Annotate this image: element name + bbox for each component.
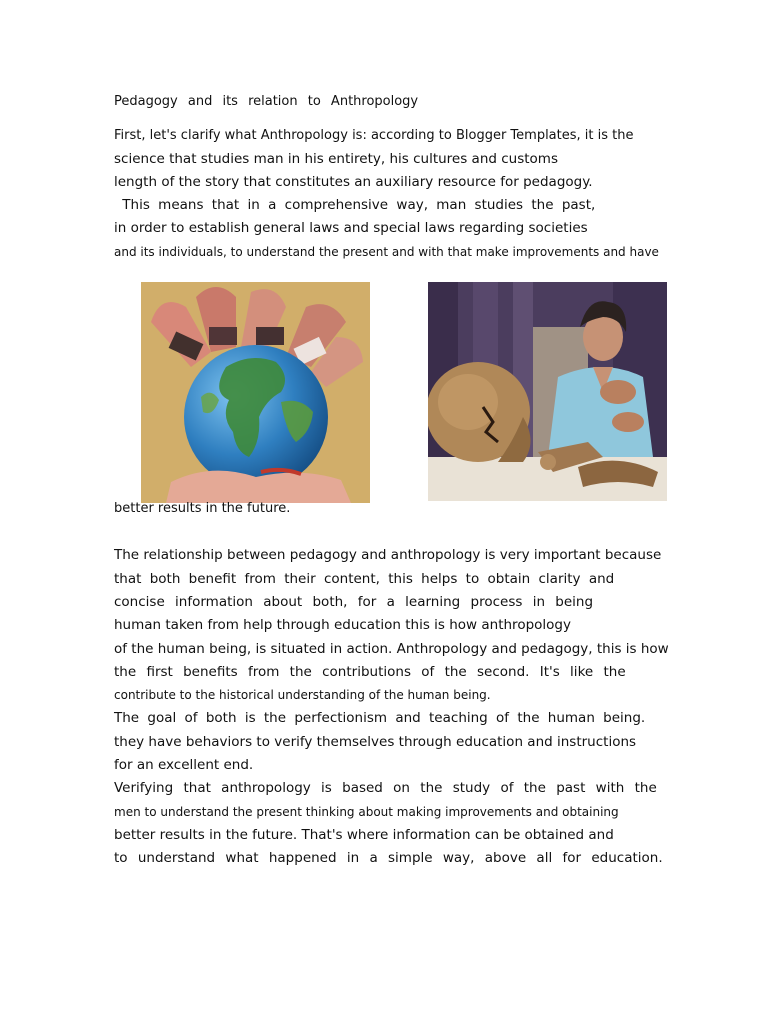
paragraph-line: The goal of both is the perfectionism and teaching of the human being.: [114, 710, 646, 726]
scientist-with-skull-image: [428, 282, 667, 501]
paragraph-line: The relationship between pedagogy and anthropology is very important because: [114, 547, 662, 563]
paragraph-line: of the human being, is situated in action. Anthropology and pedagogy, this is how: [114, 641, 669, 657]
document-title: Pedagogy and its relation to Anthropology: [114, 94, 419, 109]
paragraph-line: length of the story that constitutes an auxiliary resource for pedagogy.: [114, 174, 593, 190]
paragraph-line: in order to establish general laws and special laws regarding societies: [114, 220, 588, 236]
paragraph-line: they have behaviors to verify themselves through education and instructions: [114, 734, 637, 750]
paragraph-line: Verifying that anthropology is based on the study of the past with the: [114, 780, 657, 796]
paragraph-line: science that studies man in his entirety, his cultures and customs: [114, 151, 558, 167]
paragraph-line: to understand what happened in a simple way, above all for education.: [114, 850, 663, 866]
paragraph-line: men to understand the present thinking about making improvements and obtaining: [114, 805, 619, 819]
paragraph-line: This means that in a comprehensive way, man studies the past,: [114, 197, 596, 213]
paragraph-line: contribute to the historical understanding of the human being.: [114, 688, 491, 702]
paragraph-line: better results in the future.: [114, 501, 291, 516]
paragraph-line: that both benefit from their content, this helps to obtain clarity and: [114, 571, 615, 587]
paragraph-line: better results in the future. That's where information can be obtained and: [114, 827, 614, 843]
paragraph-line: for an excellent end.: [114, 757, 254, 773]
paragraph-line: human taken from help through education this is how anthropology: [114, 617, 571, 633]
paragraph-line: concise information about both, for a learning process in being: [114, 594, 594, 610]
paragraph-line: First, let's clarify what Anthropology is: according to Blogger Templates, it is the: [114, 128, 634, 143]
paragraph-line: the first benefits from the contributions of the second. It's like the: [114, 664, 626, 680]
globe-with-hands-image: [141, 282, 370, 503]
paragraph-line: and its individuals, to understand the present and with that make improvements and have: [114, 245, 659, 259]
